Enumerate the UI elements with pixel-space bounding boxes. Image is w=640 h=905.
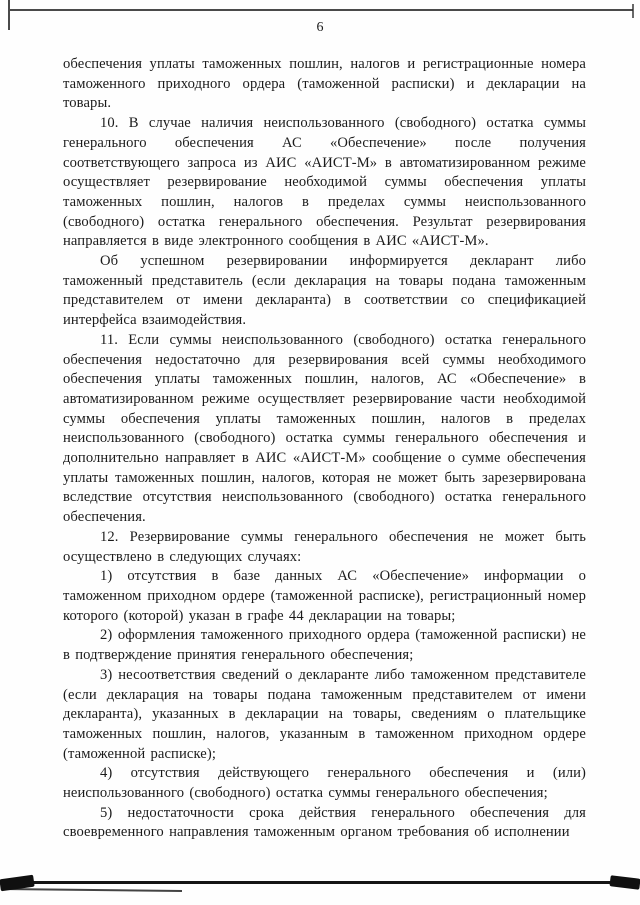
paragraph-item-12-1: 1) отсутствия в базе данных АС «Обеспечение» информации о таможенном приходном ордере (таможенной расписке), регистрационный номер которого (которой) указан в графе 44 декларации на товары; xyxy=(63,568,586,624)
scan-border-bottom xyxy=(4,881,636,884)
scan-artifact-bottom-right xyxy=(609,875,640,890)
document-body xyxy=(63,55,586,843)
scan-border-right-tick xyxy=(632,4,634,18)
paragraph-item-11: 11. Если суммы неиспользованного (свободного) остатка генерального обеспечения недостаточно для резервирования всей суммы необходимого обеспечения уплаты таможенных пошлин, налогов, АС «Обеспечение» в автоматизированном режиме осуществляет резервирование части необходимой суммы обеспечения уплаты таможенных пошлин, налогов в пределах неиспользованного (свободного) остатка суммы генерального обеспечения и дополнительно направляет в АИС «АИСТ-М» сообщение о сумме обеспечения уплаты таможенных пошлин, налогов, которая не может быть зарезервирована вследствие отсутствия неиспользованного (свободного) остатка генерального обеспечения. xyxy=(63,331,586,526)
paragraph-item-12-5: 5) недостаточности срока действия генерального обеспечения для своевременного направления таможенным органом требования об исполнении xyxy=(63,804,586,841)
scan-border-top xyxy=(10,9,633,11)
paragraph-item-12: 12. Резервирование суммы генерального обеспечения не может быть осуществлено в следующих случаях: xyxy=(63,528,586,565)
paragraph-item-10-note: Об успешном резервировании информируется декларант либо таможенный представитель (если декларация на товары подана таможенным представителем от имени декларанта) в соответствии со спецификацией интерфейса взаимодействия. xyxy=(63,253,586,329)
paragraph-item-12-3: 3) несоответствия сведений о декларанте либо таможенном представителе (если декларация на товары подана таможенным представителем от имени декларанта), указанных в декларации на товары, сведениям о плательщике таможенных пошлин, налогов, указанным в таможенном приходном ордере (таможенной расписке); xyxy=(63,666,586,762)
paragraph-continuation: обеспечения уплаты таможенных пошлин, налогов и регистрационные номера таможенного приходного ордера (таможенной расписки) и декларации на товары. xyxy=(63,56,586,112)
paragraph-item-12-4: 4) отсутствия действующего генерального обеспечения и (или) неиспользованного (свободного) остатка суммы генерального обеспечения; xyxy=(63,765,586,802)
scan-border-bottom-secondary xyxy=(2,888,182,892)
paragraph-item-10: 10. В случае наличия неиспользованного (свободного) остатка суммы генерального обеспечения АС «Обеспечение» после получения соответствующего запроса из АИС «АИСТ-М» в автоматизированном режиме осуществляет резервирование необходимой суммы обеспечения уплаты таможенных пошлин, налогов в пределах суммы неиспользованного (свободного) остатка генерального обеспечения. Результат резервирования направляется в виде электронного сообщения в АИС «АИСТ-М». xyxy=(63,115,586,250)
page-number: 6 xyxy=(316,20,324,35)
paragraph-item-12-2: 2) оформления таможенного приходного ордера (таможенной расписки) не в подтверждение принятия генерального обеспечения; xyxy=(63,627,586,664)
